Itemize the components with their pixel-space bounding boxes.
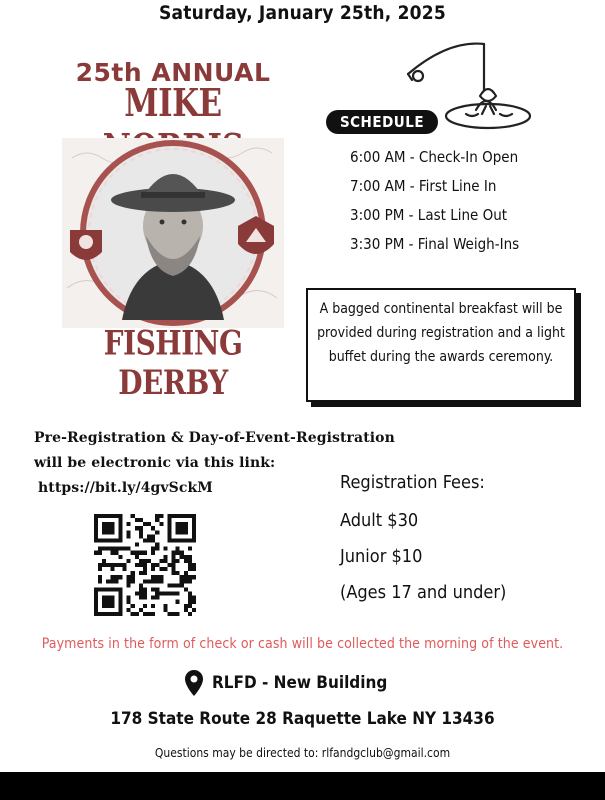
schedule-item: 3:30 PM - Final Weigh-Ins xyxy=(350,235,520,253)
contact-line: Questions may be directed to: rlfandgclub@gmail.com xyxy=(154,746,451,760)
venue-name: RLFD - New Building xyxy=(212,673,388,693)
registration-line-1: Pre-Registration & Day-of-Event-Registration xyxy=(34,430,395,446)
fee-ages: (Ages 17 and under) xyxy=(340,582,507,603)
poster-annual-title: 25th ANNUAL xyxy=(75,58,271,87)
schedule-item: 6:00 AM - Check-In Open xyxy=(350,148,519,166)
fee-junior: Junior $10 xyxy=(340,546,423,567)
fee-adult: Adult $30 xyxy=(340,510,419,531)
poster-name-title: MIKE xyxy=(124,81,222,126)
breakfast-note: A bagged continental breakfast will be provided during registration and a light buffet during the awards ceremony. xyxy=(317,301,565,365)
schedule-item: 7:00 AM - First Line In xyxy=(350,177,497,195)
location-pin-icon xyxy=(184,669,204,697)
registration-link[interactable]: https://bit.ly/4gvSckM xyxy=(38,480,213,496)
payment-note: Payments in the form of check or cash will be collected the morning of the event. xyxy=(41,636,564,652)
poster-photo xyxy=(62,138,284,328)
qr-code[interactable] xyxy=(94,514,196,616)
bottom-bar xyxy=(0,772,605,800)
schedule-item: 3:00 PM - Last Line Out xyxy=(350,206,508,224)
fees-heading: Registration Fees: xyxy=(340,472,485,493)
event-date: Saturday, January 25th, 2025 xyxy=(159,2,446,24)
derby-poster xyxy=(62,58,284,403)
poster-derby-title: FISHING DERBY xyxy=(103,323,243,403)
registration-line-2: will be electronic via this link: xyxy=(34,455,276,471)
venue-address: 178 State Route 28 Raquette Lake NY 13436 xyxy=(110,709,495,729)
club-emblem-icon xyxy=(70,230,102,260)
breakfast-note-box xyxy=(306,288,576,402)
schedule-badge: SCHEDULE xyxy=(326,110,438,134)
